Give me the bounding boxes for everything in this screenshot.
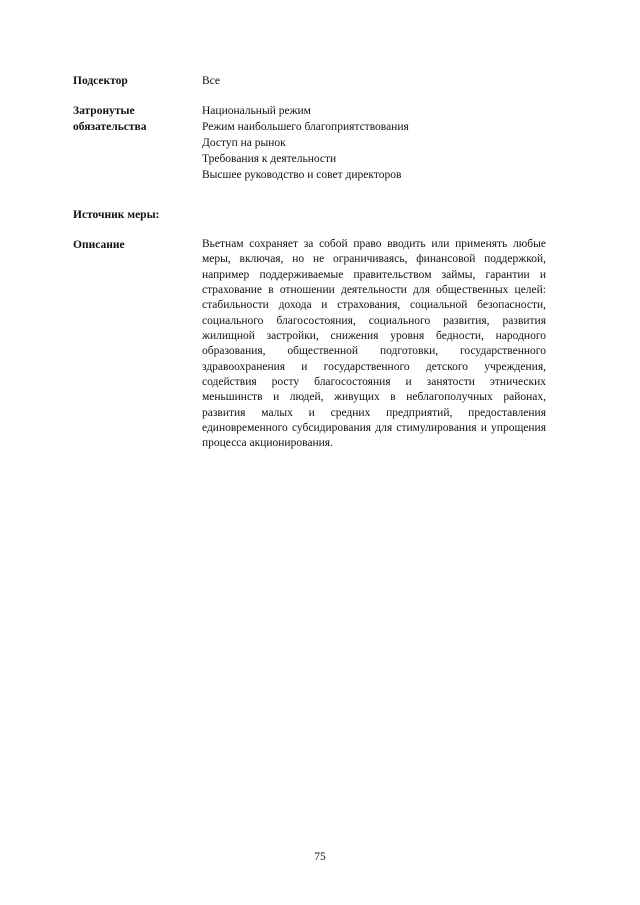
description-label: Описание [73,239,125,251]
obligation-item: Требования к деятельности [202,153,337,165]
obligation-item: Доступ на рынок [202,137,286,149]
obligation-item: Национальный режим [202,105,311,117]
obligations-label [73,103,193,135]
obligations-label-line2: обязательства [73,121,147,133]
obligations-label-line1: Затронутые [73,105,135,117]
page-number: 75 [314,851,326,863]
source-label: Источник меры: [73,209,160,221]
obligations-list [202,103,546,183]
subsector-label: Подсектор [73,75,128,87]
subsector-value: Все [202,75,221,87]
description-text: Вьетнам сохраняет за собой право вводить или применять любые меры, включая, но не ограничиваясь, финансовой поддержкой, например поддерживаемые правительством займы, гарантии и страхование в отношении деятельности для общественных целей: стабильности дохода и страхования, социальной безопасности, социального благосостояния, социального развития, развития жилищной застройки, снижения уровня бедности, народного образования, общественной подготовки, государственного здравоохранения и государственного детского учреждения, содействия росту благосостояния и занятости этнических меньшинств и людей, живущих в неблагополучных районах, развития малых и средних предприятий, предоставления единовременного субсидирования для стимулирования и упрощения процесса акционирования. [202,238,546,450]
obligation-item: Режим наибольшего благоприятствования [202,121,409,133]
obligation-item: Высшее руководство и совет директоров [202,169,402,181]
